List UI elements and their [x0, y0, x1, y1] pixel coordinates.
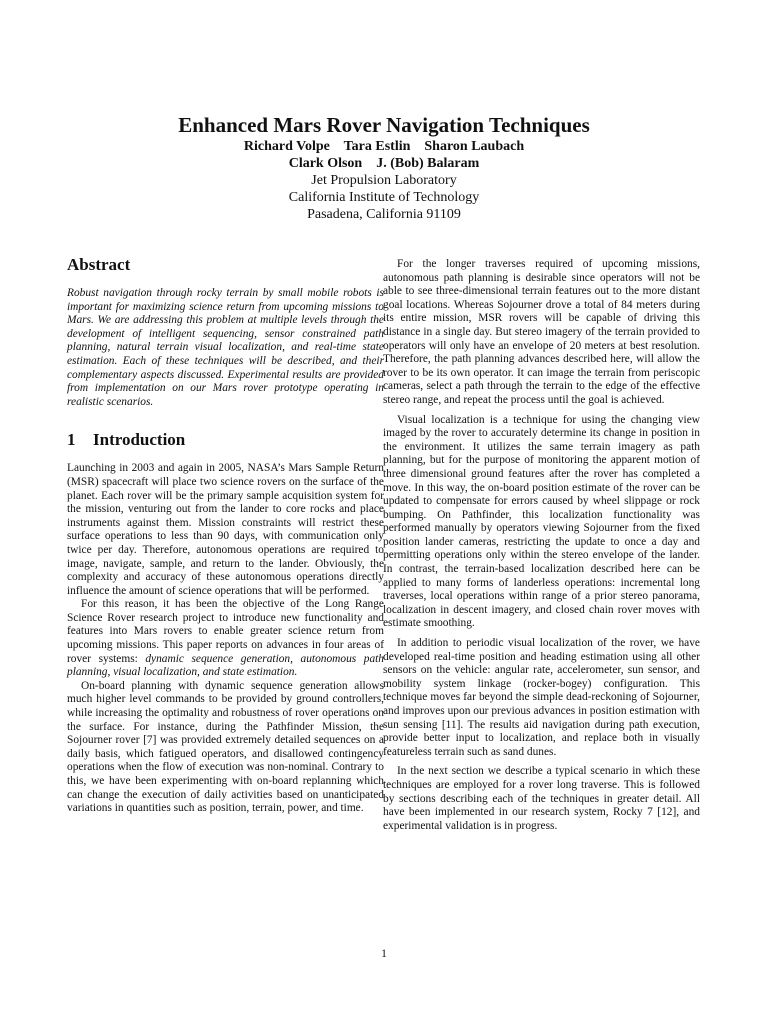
authors-line-1: Richard Volpe Tara Estlin Sharon Laubach	[243, 139, 525, 154]
intro-paragraph-3: On-board planning with dynamic sequence generation allows much higher level commands to be provided by ground controllers, while increasing the optimality and robustness of rover operations on the surface. For instance, during the Pathfinder Mission, the Sojourner rover [7] was provided extremely detailed sequences on a daily basis, which fatigued operators, and disallowed contingency operations when the flow of execution was non-nominal. Contrary to this, we have been experimenting with on-board replanning which can change the execution of daily activities based on unanticipated variations in quantities such as position, terrain, power, and time.	[67, 679, 384, 815]
abstract-text: Robust navigation through rocky terrain by small mobile robots is important for maximizing science return from upcoming missions to Mars. We are addressing this problem at multiple levels through the development of intelligent sequencing, sensor constrained path planning, natural terrain visual localization, and real-time state estimation. Each of these techniques will be described, and their complementary aspects discussed. Experimental results are provided from implementation on our Mars rover prototype operating in realistic scenarios.	[67, 287, 384, 408]
intro-paragraph-2	[67, 598, 384, 680]
abstract-heading: Abstract	[67, 255, 131, 274]
section-heading-introduction	[67, 429, 384, 451]
affiliation-line-2: California Institute of Technology	[288, 190, 480, 205]
affiliation-line-3: Pasadena, California 91109	[307, 207, 461, 222]
affiliation-line-1: Jet Propulsion Laboratory	[311, 173, 457, 188]
intro-paragraph-2-emphasis: dynamic sequence generation, autonomous path planning, visual localization, and state estimation.	[67, 652, 384, 679]
intro-paragraph-4: For the longer traverses required of upcoming missions, autonomous path planning is desirable since operators will not be able to see three-dimensional terrain features out to the more distant goal locations. Whereas Sojourner drove a total of 84 meters during its entire mission, MSR rovers will be capable of driving this distance in a single day. But stereo imagery of the terrain provided to operators will only have an envelope of 20 meters at best resolution. Therefore, the path planning advances described here, will allow the rover to be its own operator. It can image the terrain from periscopic cameras, select a path through the terrain to the edge of the effective stereo range, and repeat the process until the goal is achieved.	[383, 258, 700, 406]
intro-paragraph-6: In addition to periodic visual localization of the rover, we have developed real-time position and heading estimation using all other sensors on the vehicle: angular rate, accelerometer, sun sensor, and mobility system linkage (rocker-bogey) configuration. This technique moves far beyond the simple dead-reckoning of Sojourner, and improves upon our previous advances in position estimation with sun sensing [11]. The results aid navigation during path execution, provide better input to localization, and replace both in visually featureless terrain such as sand dunes.	[383, 637, 700, 758]
paper-header	[0, 112, 768, 223]
page-number: 1	[381, 948, 387, 960]
authors-line-2: Clark Olson J. (Bob) Balaram	[288, 156, 480, 171]
section-number: 1	[67, 430, 76, 450]
right-column	[383, 258, 700, 839]
paper-title: Enhanced Mars Rover Navigation Techniques	[178, 113, 590, 137]
intro-paragraph-1: Launching in 2003 and again in 2005, NASA’s Mars Sample Return (MSR) spacecraft will place two science rovers on the surface of the planet. Each rover will be the primary sample acquisition system for the mission, venturing out from the lander to core rocks and place instruments against them. Mission constraints will restrict these surface operations to less than 90 days, with communication only twice per day. Therefore, autonomous operations are required to image, navigate, sample, and return to the lander. Obviously, the complexity and accuracy of these autonomous operations directly influence the amount of science operations that will be performed.	[67, 462, 384, 597]
intro-paragraph-5: Visual localization is a technique for using the changing view imaged by the rover to accurately determine its change in position in the environment. It utilizes the same terrain imagery as path planning, but for the purpose of monitoring the apparent motion of three dimensional ground features after the rover has completed a move. In this way, the on-board position estimate of the rover can be updated to compensate for errors caused by wheel slippage or rock bumping. On Pathfinder, this localization functionality was performed manually by operators viewing Sojourner from the fixed position lander cameras, restricting the update to once a day and permitting operations only within the stereo envelope of the lander. In contrast, the terrain-based localization described here can be applied to many forms of landerless operations: incremental long traverses, local operations within range of a prior stereo panorama, localization in descent imagery, and closed chain rover moves with estimate smoothing.	[383, 413, 700, 630]
intro-paragraph-7: In the next section we describe a typical scenario in which these techniques are employed for a rover long traverse. This is followed by sections describing each of the techniques in greater detail. All have been implemented in our research system, Rocky 7 [12], and experimental validation is in progress.	[383, 765, 700, 832]
section-title: Introduction	[93, 430, 186, 450]
left-column	[67, 254, 384, 816]
intro-paragraph-2-text: For this reason, it has been the objective of the Long Range Science Rover research project to introduce new functionality and features into Mars rovers to enable greater science return from upcoming missions. This paper reports on advances in four areas of rover systems:	[67, 598, 384, 665]
